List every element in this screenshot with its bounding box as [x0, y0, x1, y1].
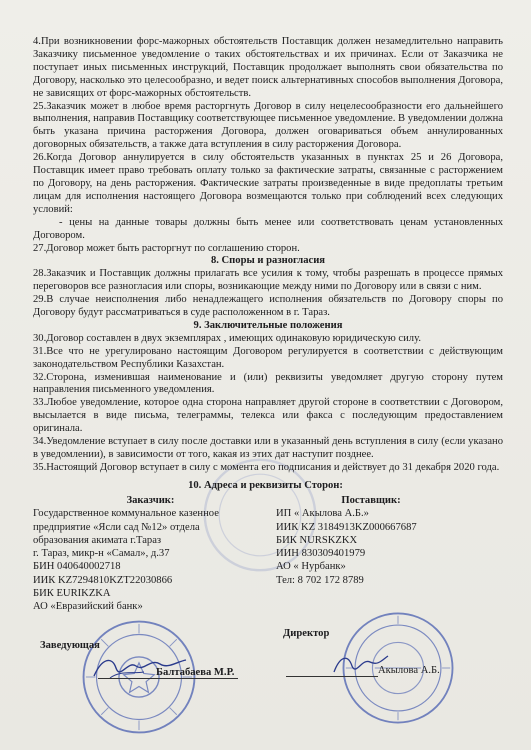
customer-signer-title: Заведующая: [40, 640, 100, 651]
customer-line: предприятие «Ясли сад №12» отдела: [33, 521, 200, 533]
customer-line: г. Тараз, микр-н «Самал», д.37: [33, 548, 170, 560]
clause-26: 26.Когда Договор аннулируется в силу обстоятельств указанных в пунктах 25 и 26 Договора, Поставщик имеет право требовать оплату только за фактические затраты, связанные с расторжением по Договору, на день расторжения. Фактические затраты произведенные в виде предоплаты третьим лицам для исполнения настоящего Договора возмещаются только при соблюдений всех следующих условий:: [33, 152, 503, 215]
customer-line: ИИК KZ7294810KZT22030866: [33, 574, 173, 586]
customer-line: АО «Евразийский банк»: [33, 601, 143, 613]
clause-29: 29.В случае неисполнения либо ненадлежащего исполнения обязательств по Договору споры по Договору будут рассматриваться в суде расположенном в г. Тараз.: [33, 294, 503, 319]
customer-line: образования акимата г.Тараз: [33, 534, 162, 546]
clause-35: 35.Настоящий Договор вступает в силу с момента его подписания и действует до 31 декабря 2020 года.: [33, 461, 500, 473]
supplier-line: ИИН 830309401979: [276, 548, 366, 560]
clause-32: 32.Сторона, изменившая наименование и (или) реквизиты уведомляет другую сторону путем направления письменного уведомления.: [33, 371, 503, 396]
clause-27: 27.Договор может быть расторгнут по соглашению сторон.: [33, 242, 300, 254]
supplier-line: ИП « Акылова А.Б.»: [276, 508, 369, 520]
section-9-heading: 9. Заключительные положения: [193, 319, 343, 331]
customer-signature-line: [98, 678, 238, 679]
clause-24: 4.При возникновении форс-мажорных обстоятельств Поставщик должен незамедлительно направить Заказчику письменное уведомление о таких обстоятельствах и их причинах. Если от Заказчика не поступает иных письменных инструкций, Поставщик продолжает выполнять свои обязательства по Договору, насколько это целесообразно, и ведет поиск альтернативных способов выполнения Договора, не зависящих от форс-мажорных обстоятельств.: [33, 36, 503, 99]
clause-28: 28.Заказчик и Поставщик должны прилагать все усилия к тому, чтобы разрешать в процессе прямых переговоров все разногласия или споры, возникающие между ними по Договору или в связи с ним.: [33, 268, 503, 293]
supplier-line: ИИК KZ 3184913KZ000667687: [276, 521, 417, 533]
customer-header: Заказчик:: [126, 495, 175, 506]
supplier-line: АО « Нурбанк»: [276, 561, 346, 573]
customer-details: [33, 494, 268, 614]
clause-33: 33.Любое уведомление, которое одна сторона направляет другой стороне в соответствии с Договором, высылается в виде письма, телеграммы, телекса или факса с последующим предоставлением оригинала.: [33, 397, 503, 435]
supplier-details: [276, 494, 466, 587]
supplier-signer-title: Директор: [283, 628, 330, 639]
section-8-heading: 8. Споры и разногласия: [210, 255, 326, 267]
customer-line: Государственное коммунальное казенное: [33, 508, 219, 520]
clause-30: 30.Договор составлен в двух экземплярах , имеющих одинаковую юридическую силу.: [33, 332, 421, 344]
customer-line: БИК EURIKZKA: [33, 588, 111, 600]
section-10-heading: 10. Адреса и реквизиты Сторон:: [188, 480, 343, 491]
clause-25: 25.Заказчик может в любое время расторгнуть Договор в силу нецелесообразности его дальнейшего выполнения, направив Поставщику соответствующее письменное уведомление. В уведомлении должна быть указана причина расторжения Договора, должен оговариваться объем аннулированных договорных обязательств, а также дата вступления в силу расторжения Договора.: [33, 100, 503, 151]
supplier-header: Поставщик:: [341, 495, 401, 506]
supplier-line: Тел: 8 702 172 8789: [276, 574, 364, 586]
customer-signer-name: Балтабаева М.Р.: [156, 667, 235, 678]
clause-31: 31.Все что не урегулировано настоящим Договором регулируется в соответствии с действующим законодательством Республики Казахстан.: [33, 345, 503, 370]
clause-34: 34.Уведомление вступает в силу после доставки или в указанный день вступления в силу (если указано в уведомлении), в зависимости от того, какая из этих дат наступит позднее.: [33, 436, 503, 460]
customer-line: БИН 040640002718: [33, 561, 121, 573]
supplier-signature-line: [286, 676, 378, 677]
supplier-line: БИК NURSKZKX: [276, 534, 358, 546]
contract-body: [33, 36, 503, 475]
supplier-signer-name: Акылова А.Б.: [378, 665, 440, 676]
clause-26-condition: - цены на данные товары должны быть менее или соответствовать ценам установленных Договором.: [33, 216, 503, 241]
